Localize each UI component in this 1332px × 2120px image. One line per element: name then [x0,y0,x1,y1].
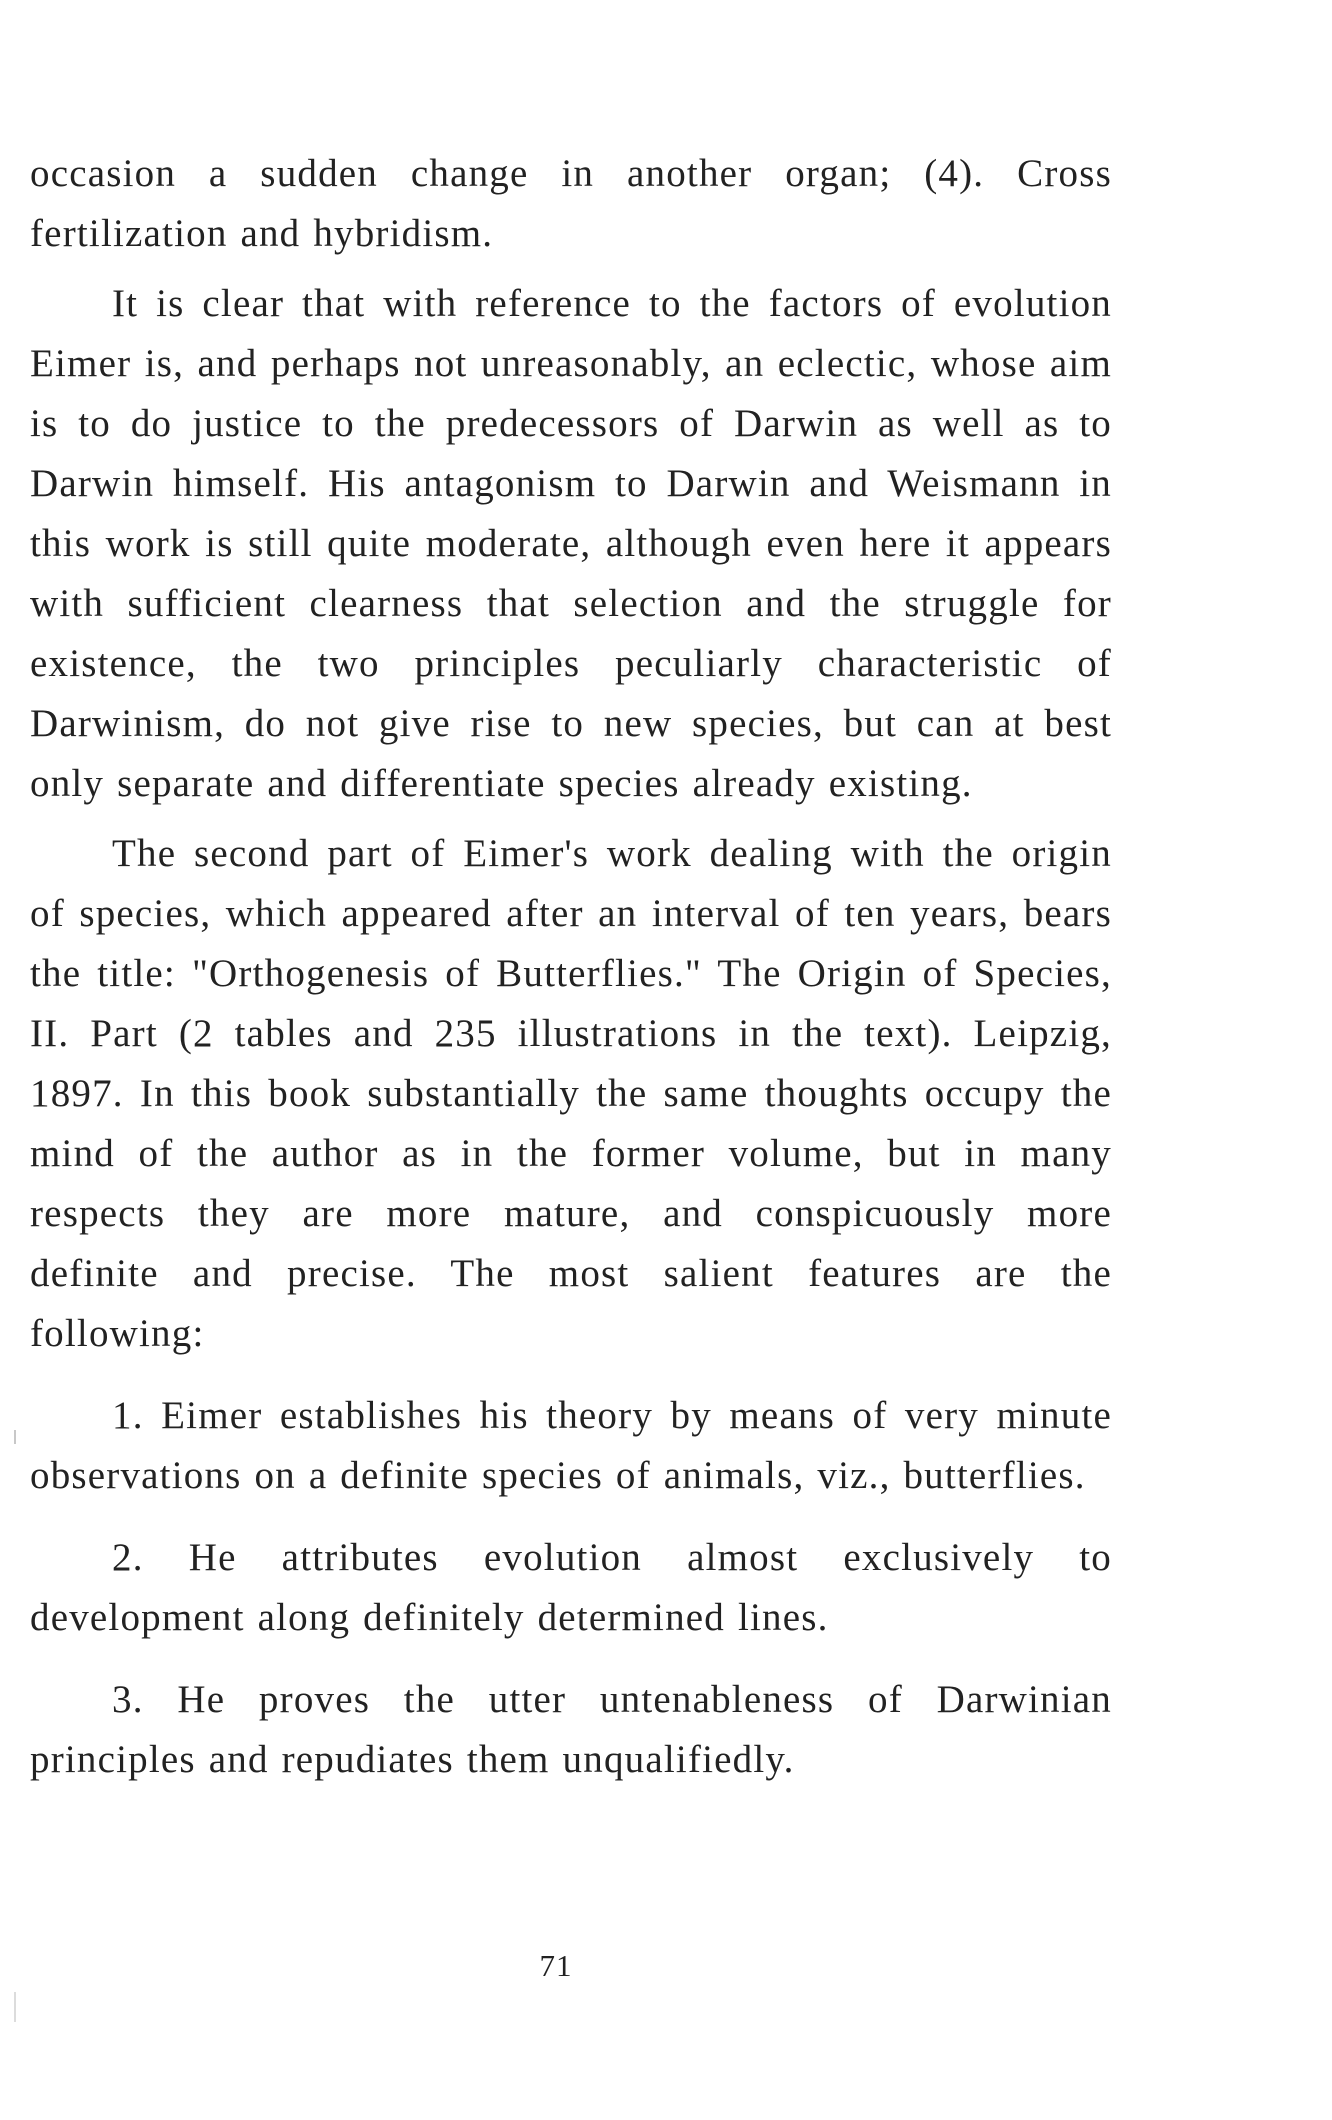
scan-artifact [14,1430,16,1444]
list-item-3: 3. He proves the utter untenableness of Darwinian principles and repudiates them unqualifiedly. [30,1678,1112,1781]
page-number: 71 [539,1948,573,1983]
body-text [30,144,1112,1790]
paragraph-orthogenesis: The second part of Eimer's work dealing with the origin of species, which appeared after an interval of ten years, bears the title: "Orthogenesis of Butterflies." The Origin of Species, II. Part (2 tables and 235 illustrations in the text). Leipzig, 1897. In this book substantially the same thoughts occupy the mind of the author as in the former volume, but in many respects they are more mature, and conspicuously more definite and precise. The most salient features are the following: [30,832,1112,1355]
paragraph-eclectic: It is clear that with reference to the factors of evolution Eimer is, and perhaps not unreasonably, an eclectic, whose aim is to do justice to the predecessors of Darwin as well as to Darwin himself. His antagonism to Darwin and Weismann in this work is still quite moderate, although even here it appears with sufficient clearness that selection and the struggle for existence, the two principles peculiarly characteristic of Darwinism, do not give rise to new species, but can at best only separate and differentiate species already existing. [30,282,1112,805]
list-item-2: 2. He attributes evolution almost exclusively to development along definitely determined lines. [30,1536,1112,1639]
paragraph-continued: occasion a sudden change in another organ; (4). Cross fertilization and hybridism. [30,152,1112,255]
scan-artifact [14,1992,16,2022]
list-item-1: 1. Eimer establishes his theory by means of very minute observations on a definite species of animals, viz., butterflies. [30,1394,1112,1497]
